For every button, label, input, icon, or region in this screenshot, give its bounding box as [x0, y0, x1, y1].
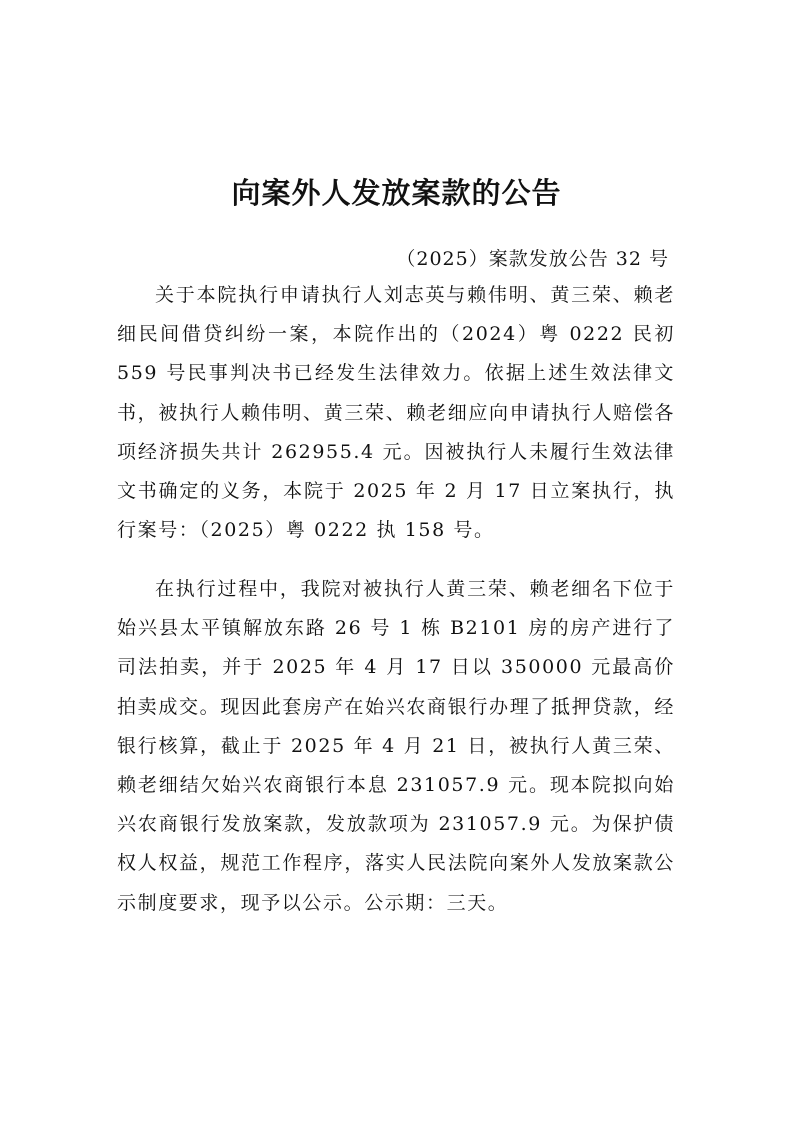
document-number: （2025）案款发放公告 32 号 — [396, 248, 669, 270]
document-title: 向案外人发放案款的公告 — [231, 176, 562, 210]
paragraph-case-background: 关于本院执行申请执行人刘志英与赖伟明、黄三荣、赖老细民间借贷纠纷一案，本院作出的（2024）粤 0222 民初 559 号民事判决书已经发生法律效力。依据上述生效法律文书，被执行人赖伟明、黄三荣、赖老细应向申请执行人赔偿各项经济损失共计 262955.4 元。因被执行人未履行生效法律文书确定的义务，本院于 2025 年 2 月 17 日立案执行，执行案号：（2025）粤 0222 执 158 号。 — [117, 284, 675, 542]
paragraph-payment-notice: 在执行过程中，我院对被执行人黄三荣、赖老细名下位于始兴县太平镇解放东路 26 号 1 栋 B2101 房的房产进行了司法拍卖，并于 2025 年 4 月 17 日以 350000 元最高价拍卖成交。现因此套房产在始兴农商银行办理了抵押贷款，经银行核算，截止于 2025 年 4 月 21 日，被执行人黄三荣、赖老细结欠始兴农商银行本息 231057.9 元。现本院拟向始兴农商银行发放案款，发放款项为 231057.9 元。为保护债权人权益，规范工作程序，落实人民法院向案外人发放案款公示制度要求，现予以公示。公示期：三天。 — [117, 578, 675, 914]
